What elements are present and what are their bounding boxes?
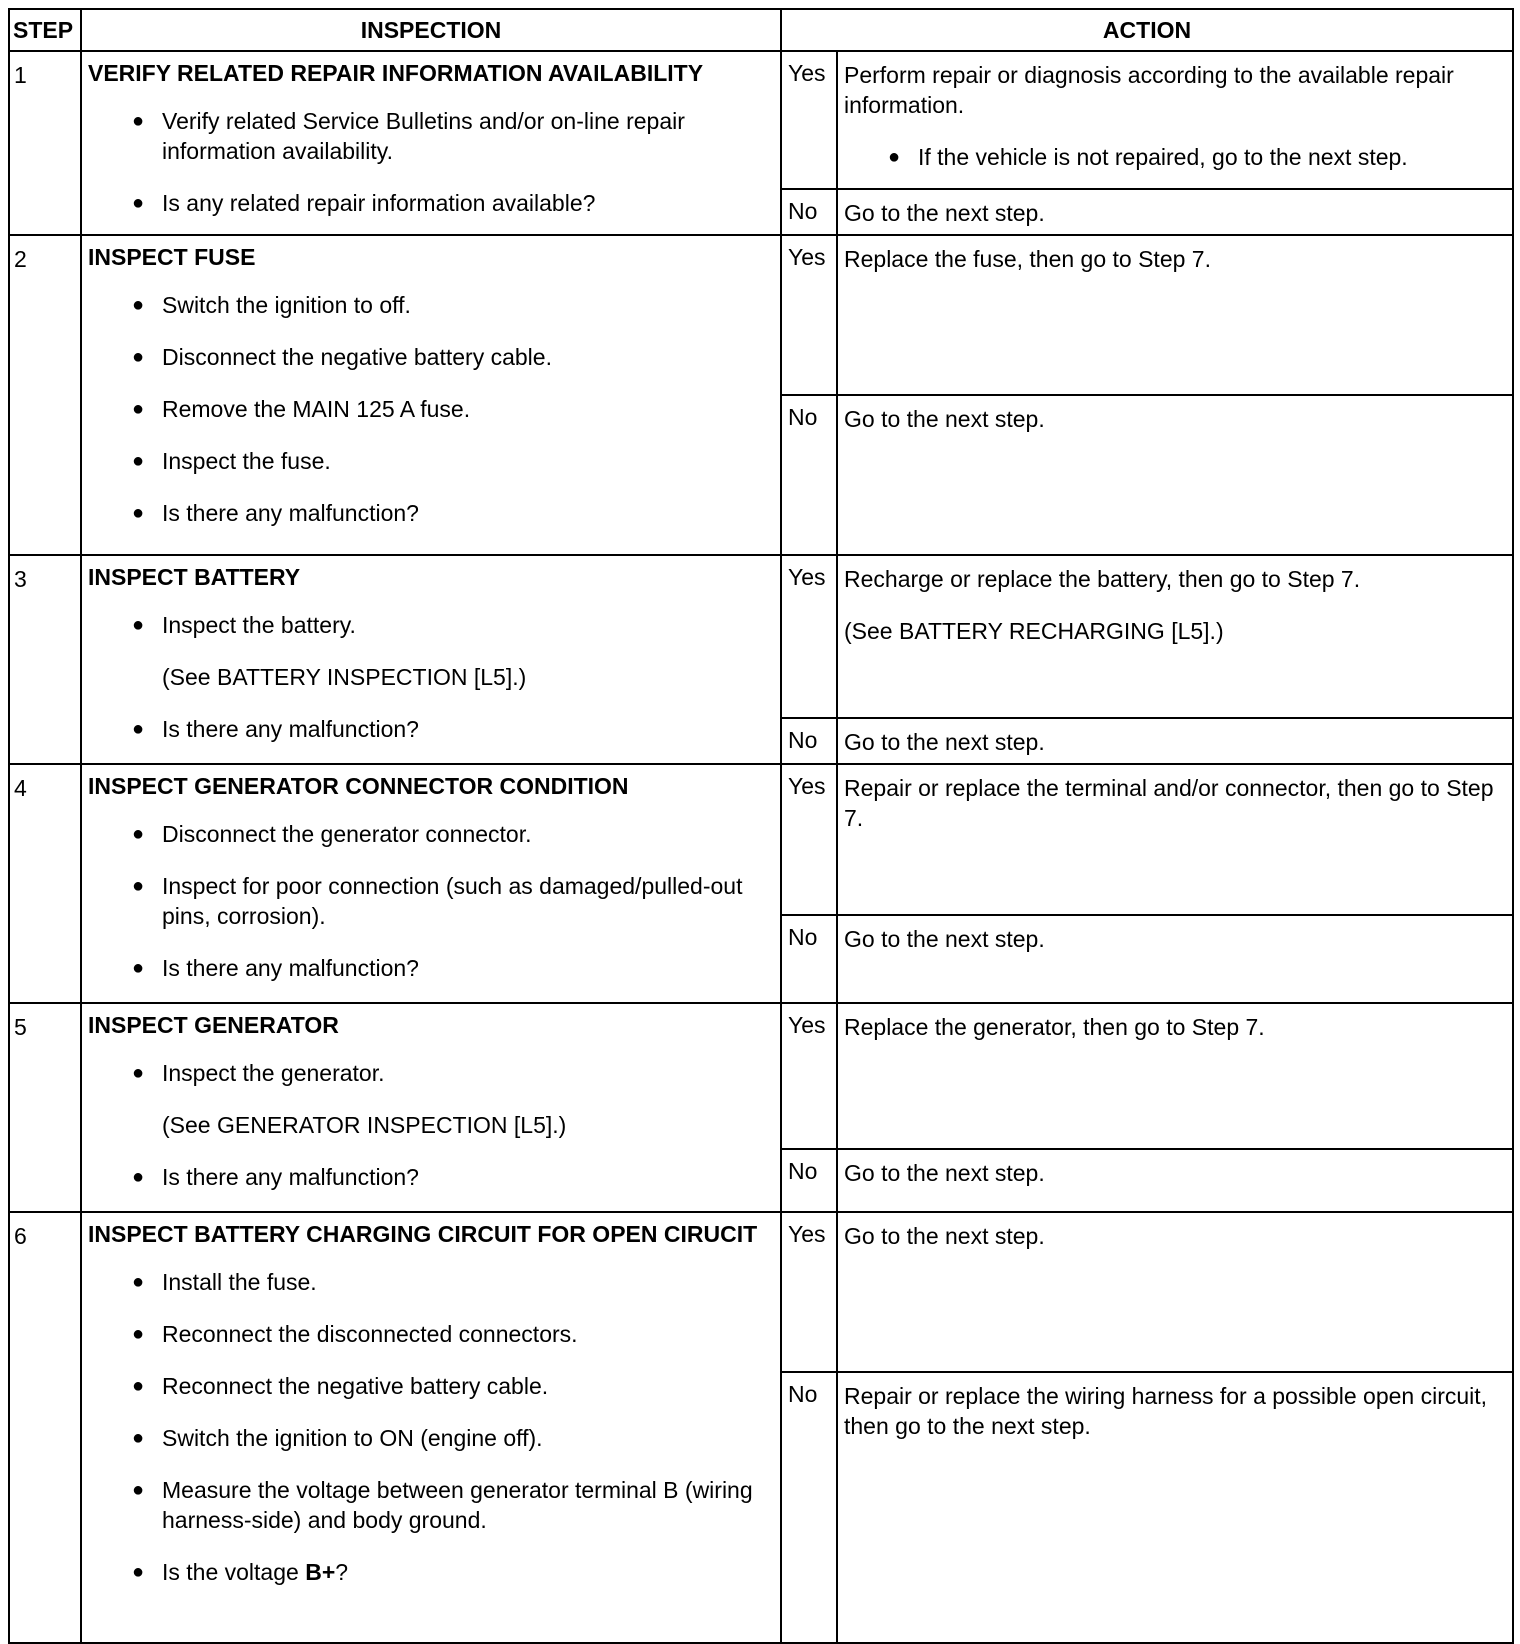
step-4-inspection [81, 764, 781, 1003]
inspection-item: ● Reconnect the disconnected connectors. [88, 1319, 774, 1349]
step-3-inspection [81, 555, 781, 764]
inspection-item: ● Inspect the generator. [88, 1058, 774, 1088]
yes-label: Yes [781, 1003, 837, 1149]
no-label: No [781, 189, 837, 235]
no-label: No [781, 1372, 837, 1643]
yes-label: Yes [781, 51, 837, 189]
step-1-inspection [81, 51, 781, 235]
step-4-no-action: Go to the next step. [837, 915, 1513, 1003]
step-number: 3 [9, 555, 81, 764]
step-number: 2 [9, 235, 81, 555]
inspection-item: ● Inspect the battery. [88, 610, 774, 640]
step-5-inspection [81, 1003, 781, 1212]
step-6-yes-row [9, 1212, 1513, 1372]
step-6-yes-action: Go to the next step. [837, 1212, 1513, 1372]
step-3-yes-row [9, 555, 1513, 718]
step-number: 6 [9, 1212, 81, 1643]
step-5-yes-action: Replace the generator, then go to Step 7. [837, 1003, 1513, 1149]
no-label: No [781, 718, 837, 764]
step-5-no-action: Go to the next step. [837, 1149, 1513, 1212]
step-2-yes-row [9, 235, 1513, 395]
step-title: INSPECT BATTERY CHARGING CIRCUIT FOR OPEN CIRUCIT [88, 1221, 758, 1247]
step-number: 1 [9, 51, 81, 235]
step-number: 5 [9, 1003, 81, 1212]
inspection-item: ● Disconnect the generator connector. [88, 819, 774, 849]
inspection-question: ● Is there any malfunction? [88, 714, 774, 744]
step-2-no-action: Go to the next step. [837, 395, 1513, 555]
inspection-question: ● Is there any malfunction? [88, 1162, 774, 1192]
header-inspection: INSPECTION [81, 9, 781, 51]
yes-label: Yes [781, 1212, 837, 1372]
action-text: Recharge or replace the battery, then go to Step 7. [844, 566, 1361, 592]
action-bullet: ● If the vehicle is not repaired, go to the next step. [844, 142, 1506, 172]
inspection-question [88, 1557, 774, 1587]
header-step: STEP [9, 9, 81, 51]
no-label: No [781, 395, 837, 555]
step-1-no-action: Go to the next step. [837, 189, 1513, 235]
inspection-item: ● Inspect the fuse. [88, 446, 774, 476]
step-5-yes-row [9, 1003, 1513, 1149]
inspection-item: ● Remove the MAIN 125 A fuse. [88, 394, 774, 424]
inspection-item: ● Install the fuse. [88, 1267, 774, 1297]
yes-label: Yes [781, 764, 837, 915]
step-title: INSPECT FUSE [88, 244, 256, 270]
yes-label: Yes [781, 555, 837, 718]
step-3-yes-action [837, 555, 1513, 718]
inspection-item: ● Switch the ignition to off. [88, 290, 774, 320]
step-3-no-action: Go to the next step. [837, 718, 1513, 764]
yes-label: Yes [781, 235, 837, 395]
inspection-item: ● Disconnect the negative battery cable. [88, 342, 774, 372]
question-suffix: ? [335, 1559, 349, 1585]
step-number: 4 [9, 764, 81, 1003]
step-title: INSPECT GENERATOR CONNECTOR CONDITION [88, 773, 629, 799]
step-2-yes-action: Replace the fuse, then go to Step 7. [837, 235, 1513, 395]
step-1-yes-row [9, 51, 1513, 189]
step-1-yes-action [837, 51, 1513, 189]
question-prefix: Is the voltage [162, 1559, 306, 1585]
no-label: No [781, 915, 837, 1003]
step-title: INSPECT GENERATOR [88, 1012, 339, 1038]
step-title: VERIFY RELATED REPAIR INFORMATION AVAILABILITY [88, 60, 704, 86]
inspection-question: ● Is there any malfunction? [88, 498, 774, 528]
inspection-item: ● Verify related Service Bulletins and/or on-line repair information availability. [88, 106, 774, 166]
step-6-no-action: Repair or replace the wiring harness for a possible open circuit, then go to the next step. [837, 1372, 1513, 1643]
header-row [9, 9, 1513, 51]
inspection-item: ● Switch the ignition to ON (engine off). [88, 1423, 774, 1453]
header-action: ACTION [781, 9, 1513, 51]
inspection-item: ● Measure the voltage between generator terminal B (wiring harness-side) and body ground. [88, 1475, 774, 1535]
no-label: No [781, 1149, 837, 1212]
diagnostic-procedure-sheet [8, 8, 1512, 1644]
inspection-question: ● Is there any malfunction? [88, 953, 774, 983]
step-2-inspection [81, 235, 781, 555]
inspection-question: ● Is any related repair information available? [88, 188, 774, 218]
step-4-yes-row [9, 764, 1513, 915]
step-title: INSPECT BATTERY [88, 564, 301, 590]
step-4-yes-action: Repair or replace the terminal and/or connector, then go to Step 7. [837, 764, 1513, 915]
voltage-value: B+ [305, 1559, 336, 1585]
diagnostic-table [8, 8, 1514, 1644]
inspection-item: ● Reconnect the negative battery cable. [88, 1371, 774, 1401]
reference-note: (See GENERATOR INSPECTION [L5].) [162, 1112, 567, 1138]
action-reference-note: (See BATTERY RECHARGING [L5].) [844, 618, 1224, 644]
action-text: Perform repair or diagnosis according to the available repair information. [844, 62, 1454, 118]
step-6-inspection [81, 1212, 781, 1643]
inspection-item: ● Inspect for poor connection (such as damaged/pulled-out pins, corrosion). [88, 871, 774, 931]
reference-note: (See BATTERY INSPECTION [L5].) [162, 664, 527, 690]
